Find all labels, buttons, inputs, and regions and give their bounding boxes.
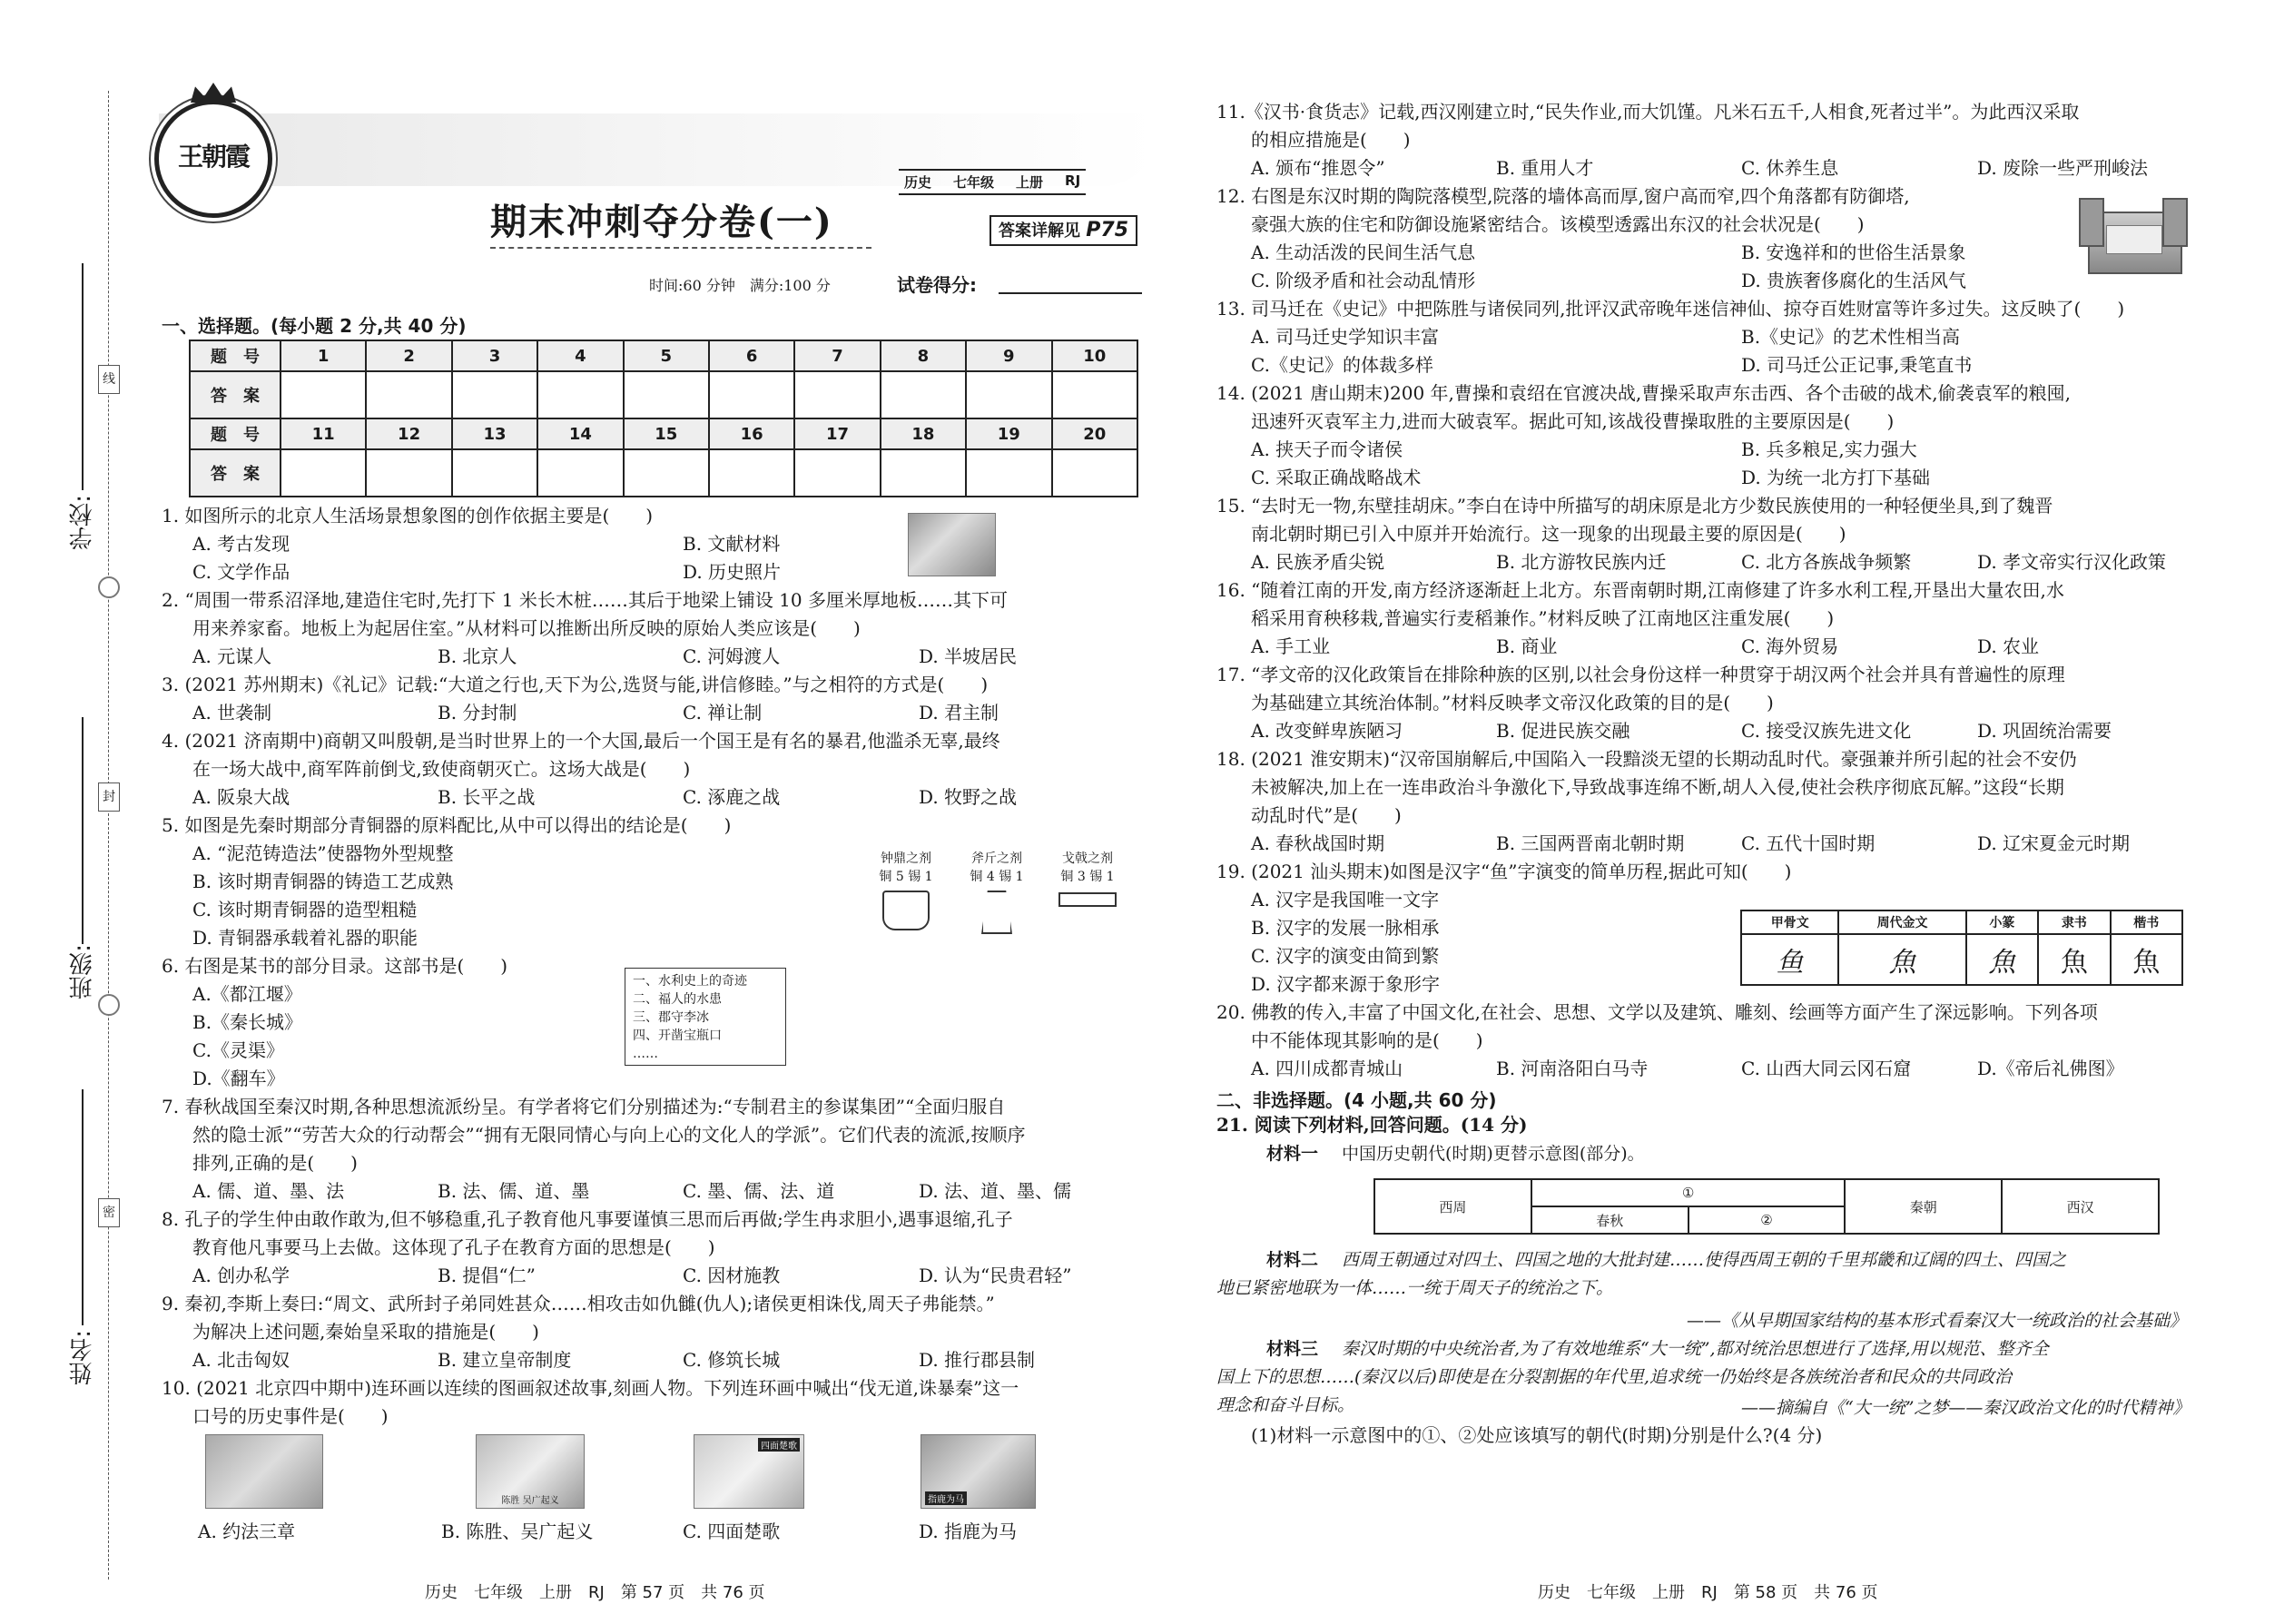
q13-option-c[interactable]: C.《史记》的体裁多样 <box>1251 354 1433 376</box>
material-3-source: ——摘编自《“大一统”之梦——秦汉政治文化的时代精神》 <box>1741 1398 2191 1418</box>
school-field-line[interactable] <box>82 263 84 490</box>
dynasty-blank-1: ① <box>1531 1179 1846 1206</box>
q18-option-d[interactable]: D. 辽宋夏金元时期 <box>1977 832 2131 854</box>
seal-char-1: 线 <box>98 365 120 394</box>
q9-stem-1: 9. 秦初,李斯上奏曰:“周文、武所封子弟同姓甚众……相攻击如仇雠(仇人);诸侯更相诛伐,周天子弗能禁。” <box>162 1293 995 1314</box>
dynasty-xihan: 西汉 <box>2002 1179 2159 1234</box>
q8-option-b[interactable]: B. 提倡“仁” <box>438 1265 536 1286</box>
q15-option-c[interactable]: C. 北方各族战争频繁 <box>1741 551 1912 573</box>
q19-header: 楷书 <box>2111 910 2182 934</box>
school-label: 学校: <box>69 495 96 550</box>
answer-reference <box>989 215 1137 246</box>
grid-number: 11 <box>281 418 366 449</box>
grid-number: 3 <box>452 340 537 371</box>
q6-contents-2: 二、福人的水患 <box>633 992 722 1007</box>
q11-option-a[interactable]: A. 颁布“推恩令” <box>1251 157 1385 179</box>
grid-number: 19 <box>966 418 1051 449</box>
q19-option-a[interactable]: A. 汉字是我国唯一文字 <box>1251 889 1440 910</box>
section-1-title: 一、选择题。(每小题 2 分,共 40 分) <box>162 315 467 337</box>
q16-option-b[interactable]: B. 商业 <box>1496 635 1558 657</box>
material-2-line-1: 西周王朝通过对四土、四国之地的大批封建……使得西周王朝的千里邦畿和辽阔的四土、四国之 <box>1342 1250 2067 1270</box>
grid-answer-label: 答 案 <box>190 449 281 497</box>
class-field-line[interactable] <box>82 717 84 944</box>
q18-option-c[interactable]: C. 五代十国时期 <box>1741 832 1876 854</box>
q8-option-c[interactable]: C. 因材施教 <box>683 1265 781 1286</box>
grid-number-label: 题 号 <box>190 418 281 449</box>
q11-option-d[interactable]: D. 废除一些严刑峻法 <box>1977 157 2149 179</box>
material-1-text: 中国历史朝代(时期)更替示意图(部分)。 <box>1342 1144 1645 1164</box>
tag-volume: 上册 <box>1016 174 1044 191</box>
q13-stem: 13. 司马迁在《史记》中把陈胜与诸侯同列,批评汉武帝晚年迷信神仙、掠夺百姓财富等许多过失。这反映了( ) <box>1216 298 2125 320</box>
q6-option-d[interactable]: D.《翻车》 <box>192 1068 285 1089</box>
q9-option-c[interactable]: C. 修筑长城 <box>683 1349 781 1371</box>
class-label: 班级: <box>69 944 96 999</box>
q19-fish-evolution-table <box>1740 910 2183 986</box>
subject-tags <box>899 169 1086 195</box>
q12-pottery-courtyard-image <box>2079 189 2188 280</box>
grid-number: 20 <box>1052 418 1137 449</box>
material-2-source: ——《从早期国家结构的基本形式看秦汉大一统政治的社会基础》 <box>1687 1311 2188 1331</box>
q7-stem-2: 然的隐士派”“劳苦大众的行动帮会”“拥有无限同情心与向上心的文化人的学派”。它们代表的流派,按顺序 <box>192 1124 1026 1146</box>
q7-option-b[interactable]: B. 法、儒、道、墨 <box>438 1180 590 1202</box>
answer-cell[interactable] <box>794 449 880 497</box>
brand-logo <box>154 100 272 218</box>
answer-cell[interactable] <box>881 371 966 418</box>
q6-contents-4: 四、开凿宝瓶口 <box>633 1029 722 1043</box>
q11-stem-1: 11.《汉书·食货志》记载,西汉刚建立时,“民失作业,而大饥馑。凡米石五千,人相食,死者过半”。为此西汉采取 <box>1216 101 2080 123</box>
q19-header: 小篆 <box>1966 910 2038 934</box>
q20-option-c[interactable]: C. 山西大同云冈石窟 <box>1741 1058 1912 1079</box>
material-2-label: 材料二 <box>1266 1250 1319 1270</box>
material-2-line-2: 地已紧密地联为一体……一统于周天子的统治之下。 <box>1216 1278 1614 1298</box>
q21-intro: 21. 阅读下列材料,回答问题。(14 分) <box>1216 1114 1528 1136</box>
q1-peking-man-image <box>908 513 996 576</box>
q5-option-c[interactable]: C. 该时期青铜器的造型粗糙 <box>192 899 418 920</box>
q2-option-c[interactable]: C. 河姆渡人 <box>683 645 781 667</box>
q18-stem-3: 动乱时代”是( ) <box>1251 804 1402 826</box>
q14-option-c[interactable]: C. 采取正确战略战术 <box>1251 467 1422 488</box>
q13-option-b[interactable]: B.《史记》的艺术性相当高 <box>1741 326 1961 348</box>
q11-option-c[interactable]: C. 休养生息 <box>1741 157 1839 179</box>
q10-image-a <box>205 1434 323 1509</box>
axe-icon <box>981 891 1012 934</box>
q2-stem-2: 用来养家畜。地板上为起居住室。”从材料可以推断出所反映的原始人类应该是( ) <box>192 617 861 639</box>
q19-header: 周代金文 <box>1838 910 1965 934</box>
answer-cell[interactable] <box>452 371 537 418</box>
tag-edition: RJ <box>1065 172 1081 189</box>
name-label: 姓名: <box>69 1330 96 1385</box>
q4-option-d[interactable]: D. 牧野之战 <box>919 786 1018 808</box>
q10-option-d[interactable]: D. 指鹿为马 <box>919 1521 1018 1542</box>
grid-number: 10 <box>1052 340 1137 371</box>
q12-stem-1: 12. 右图是东汉时期的陶院落模型,院落的墙体高而厚,窗户高而窄,四个角落都有防御塔, <box>1216 185 1910 207</box>
grid-number: 8 <box>881 340 966 371</box>
seal-char-3: 密 <box>98 1198 120 1227</box>
dynasty-timeline-table <box>1373 1178 2160 1235</box>
q13-option-a[interactable]: A. 司马迁史学知识丰富 <box>1251 326 1440 348</box>
answer-cell[interactable] <box>281 371 366 418</box>
q3-option-b[interactable]: B. 分封制 <box>438 702 517 723</box>
q3-option-c[interactable]: C. 禅让制 <box>683 702 763 723</box>
ding-vessel-icon <box>882 891 930 930</box>
tag-grade: 七年级 <box>953 174 995 191</box>
q5-option-b[interactable]: B. 该时期青铜器的铸造工艺成熟 <box>192 871 454 892</box>
q12-option-a[interactable]: A. 生动活泼的民间生活气息 <box>1251 241 1476 263</box>
q10-image-d <box>921 1434 1036 1509</box>
q4-option-b[interactable]: B. 长平之战 <box>438 786 536 808</box>
q2-option-d[interactable]: D. 半坡居民 <box>919 645 1018 667</box>
q7-option-c[interactable]: C. 墨、儒、法、道 <box>683 1180 835 1202</box>
halberd-icon <box>1058 892 1117 907</box>
section-2-title: 二、非选择题。(4 小题,共 60 分) <box>1216 1089 1497 1111</box>
q19-stem: 19. (2021 汕头期末)如图是汉字“鱼”字演变的简单历程,据此可知( ) <box>1216 861 1792 882</box>
q12-option-b[interactable]: B. 安逸祥和的世俗生活景象 <box>1741 241 1966 263</box>
answer-cell[interactable] <box>537 371 623 418</box>
seal-char-2: 封 <box>98 782 120 812</box>
grid-number: 13 <box>452 418 537 449</box>
answer-cell[interactable] <box>881 449 966 497</box>
grid-number: 9 <box>966 340 1051 371</box>
q14-stem-1: 14. (2021 唐山期末)200 年,曹操和袁绍在官渡决战,曹操采取声东击西、各个击破的战术,偷袭袁军的粮囤, <box>1216 382 2071 404</box>
q19-glyph-bronze: 魚 <box>1838 934 1965 985</box>
q6-option-a[interactable]: A.《都江堰》 <box>192 983 302 1005</box>
dynasty-qin: 秦朝 <box>1845 1179 2002 1234</box>
q21-sub-1: (1)材料一示意图中的①、②处应该填写的朝代(时期)分别是什么?(4 分) <box>1251 1424 1823 1446</box>
q9-stem-2: 为解决上述问题,秦始皇采取的措施是( ) <box>192 1321 539 1343</box>
q3-stem: 3. (2021 苏州期末)《礼记》记载:“大道之行也,天下为公,选贤与能,讲信修睦。”与之相符的方式是( ) <box>162 674 989 695</box>
q9-option-b[interactable]: B. 建立皇帝制度 <box>438 1349 572 1371</box>
grid-number-label: 题 号 <box>190 340 281 371</box>
q5-bronze-figure <box>861 849 1133 949</box>
q10-image-b <box>476 1434 585 1509</box>
q17-option-b[interactable]: B. 促进民族交融 <box>1496 720 1630 742</box>
q18-option-b[interactable]: B. 三国两晋南北朝时期 <box>1496 832 1685 854</box>
grid-number: 12 <box>366 418 451 449</box>
q19-glyph-clerical: 魚 <box>2038 934 2110 985</box>
material-1-label: 材料一 <box>1266 1144 1319 1164</box>
grid-number: 14 <box>537 418 623 449</box>
q11-stem-2: 的相应措施是( ) <box>1251 129 1411 151</box>
grid-number: 16 <box>709 418 794 449</box>
q3-option-d[interactable]: D. 君主制 <box>919 702 999 723</box>
answer-ref-prefix: 答案详解见 <box>999 221 1080 241</box>
q19-glyph-seal: 魚 <box>1966 934 2038 985</box>
q5-item-1: 钟鼎之剂 铜 5 锡 1 <box>861 849 951 930</box>
q18-stem-1: 18. (2021 淮安期末)“汉帝国崩解后,中国陷入一段黯淡无望的长期动乱时代。豪强兼并所引起的社会不安仍 <box>1216 748 2077 770</box>
answer-ref-page: P75 <box>1086 219 1129 241</box>
q16-option-c[interactable]: C. 海外贸易 <box>1741 635 1839 657</box>
q12-option-d[interactable]: D. 贵族奢侈腐化的生活风气 <box>1741 270 1967 291</box>
q1-option-a[interactable]: A. 考古发现 <box>192 533 290 555</box>
q10-option-b[interactable]: B. 陈胜、吴广起义 <box>441 1521 594 1542</box>
q8-option-a[interactable]: A. 创办私学 <box>192 1265 290 1286</box>
answer-cell[interactable] <box>537 449 623 497</box>
q7-stem-3: 排列,正确的是( ) <box>192 1152 358 1174</box>
answer-cell[interactable] <box>966 371 1051 418</box>
dynasty-blank-2: ② <box>1689 1206 1846 1234</box>
q7-option-d[interactable]: D. 法、道、墨、儒 <box>919 1180 1072 1202</box>
q7-stem-1: 7. 春秋战国至秦汉时期,各种思想流派纷呈。有学者将它们分别描述为:“专制君主的参谋集团”“全面归服自 <box>162 1096 1006 1117</box>
q6-option-c[interactable]: C.《灵渠》 <box>192 1039 284 1061</box>
q14-option-d[interactable]: D. 为统一北方打下基础 <box>1741 467 1931 488</box>
grid-number: 7 <box>794 340 880 371</box>
grid-number: 2 <box>366 340 451 371</box>
q20-option-b[interactable]: B. 河南洛阳白马寺 <box>1496 1058 1649 1079</box>
q12-stem-2: 豪强大族的住宅和防御设施紧密结合。该模型透露出东汉的社会状况是( ) <box>1251 213 1865 235</box>
answer-cell[interactable] <box>1052 371 1137 418</box>
q14-option-a[interactable]: A. 挟天子而令诸侯 <box>1251 438 1403 460</box>
grid-number: 6 <box>709 340 794 371</box>
q20-stem-1: 20. 佛教的传入,丰富了中国文化,在社会、思想、文学以及建筑、雕刻、绘画等方面产生了深远影响。下列各项 <box>1216 1001 2098 1023</box>
q6-contents-3: 三、郡守李冰 <box>633 1010 709 1025</box>
answer-cell[interactable] <box>624 449 709 497</box>
q2-option-b[interactable]: B. 北京人 <box>438 645 517 667</box>
title-underline <box>490 247 871 249</box>
q5-option-d[interactable]: D. 青铜器承载着礼器的职能 <box>192 927 418 949</box>
q12-option-c[interactable]: C. 阶级矛盾和社会动乱情形 <box>1251 270 1476 291</box>
grid-number: 5 <box>624 340 709 371</box>
answer-cell[interactable] <box>1052 449 1137 497</box>
answer-cell[interactable] <box>281 449 366 497</box>
grid-number: 15 <box>624 418 709 449</box>
q15-option-d[interactable]: D. 孝文帝实行汉化政策 <box>1977 551 2167 573</box>
q15-option-b[interactable]: B. 北方游牧民族内迁 <box>1496 551 1667 573</box>
material-3-line-2: 国上下的思想……(秦汉以后)即使是在分裂割据的年代里,追求统一仍始终是各族统治者和民众的共同政治 <box>1216 1367 2012 1387</box>
q6-stem: 6. 右图是某书的部分目录。这部书是( ) <box>162 955 508 977</box>
q20-option-d[interactable]: D.《帝后礼佛图》 <box>1977 1058 2124 1079</box>
material-3-line-3: 理念和奋斗目标。 <box>1216 1395 1355 1415</box>
q17-stem-2: 为基础建立其统治体制。”材料反映孝文帝汉化政策的目的是( ) <box>1251 692 1774 714</box>
dynasty-chunqiu: 春秋 <box>1531 1206 1689 1234</box>
answer-cell[interactable] <box>966 449 1051 497</box>
q6-contents-1: 一、水利史上的奇迹 <box>633 974 747 989</box>
seal-line <box>108 91 109 1580</box>
q16-stem-2: 稻采用育秧移栽,普遍实行麦稻兼作。”材料反映了江南地区注重发展( ) <box>1251 607 1835 629</box>
q10-image-c-caption: 四面楚歌 <box>758 1438 800 1452</box>
score-label: 试卷得分: <box>897 274 977 296</box>
q10-image-c <box>694 1434 804 1509</box>
q5-stem: 5. 如图是先秦时期部分青铜器的原料配比,从中可以得出的结论是( ) <box>162 814 732 836</box>
q19-glyph-oracle: 鱼 <box>1741 934 1838 985</box>
q18-option-a[interactable]: A. 春秋战国时期 <box>1251 832 1385 854</box>
q4-stem-1: 4. (2021 济南期中)商朝又叫殷朝,是当时世界上的一个大国,最后一个国王是有名的暴君,他滥杀无辜,最终 <box>162 730 1000 752</box>
q21-answer-area[interactable] <box>1251 1452 2186 1525</box>
answer-cell[interactable] <box>709 371 794 418</box>
crown-icon <box>191 83 236 103</box>
binding-hole-icon <box>98 576 120 598</box>
answer-cell[interactable] <box>366 371 451 418</box>
q17-stem-1: 17. “孝文帝的汉化政策旨在排除种族的区别,以社会身份这样一种贯穿于胡汉两个社会并具有普遍性的原理 <box>1216 664 2065 685</box>
answer-grid <box>189 340 1138 497</box>
q11-option-b[interactable]: B. 重用人才 <box>1496 157 1594 179</box>
q20-stem-2: 中不能体现其影响的是( ) <box>1251 1029 1483 1051</box>
q19-option-c[interactable]: C. 汉字的演变由简到繁 <box>1251 945 1440 967</box>
q10-stem-2: 口号的历史事件是( ) <box>192 1405 389 1427</box>
answer-cell[interactable] <box>709 449 794 497</box>
q19-header: 隶书 <box>2038 910 2110 934</box>
material-3-line-1: 秦汉时期的中央统治者,为了有效地维系“大一统”,都对统治思想进行了选择,用以规范、整齐全 <box>1342 1339 2049 1359</box>
q4-stem-2: 在一场大战中,商军阵前倒戈,致使商朝灭亡。这场大战是( ) <box>192 758 691 780</box>
grid-answer-label: 答 案 <box>190 371 281 418</box>
answer-cell[interactable] <box>452 449 537 497</box>
answer-cell[interactable] <box>624 371 709 418</box>
q3-option-a[interactable]: A. 世袭制 <box>192 702 272 723</box>
q10-image-d-caption: 指鹿为马 <box>925 1491 967 1505</box>
q20-option-a[interactable]: A. 四川成都青城山 <box>1251 1058 1403 1079</box>
q9-option-a[interactable]: A. 北击匈奴 <box>192 1349 290 1371</box>
q19-option-b[interactable]: B. 汉字的发展一脉相承 <box>1251 917 1440 939</box>
q1-option-b[interactable]: B. 文献材料 <box>683 533 781 555</box>
q18-stem-2: 未被解决,加上在一连串政治斗争激化下,导致战事连绵不断,胡人入侵,使社会秩序彻底瓦解。”这段“长期 <box>1251 776 2064 798</box>
q15-stem-1: 15. “去时无一物,东壁挂胡床。”李白在诗中所描写的胡床原是北方少数民族使用的一种轻便坐具,到了魏晋 <box>1216 495 2053 517</box>
q1-option-d[interactable]: D. 历史照片 <box>683 561 782 583</box>
material-3-label: 材料三 <box>1266 1339 1319 1359</box>
q2-option-a[interactable]: A. 元谋人 <box>192 645 272 667</box>
footer-right: 历史 七年级 上册 RJ 第 58 页 共 76 页 <box>1538 1583 1878 1602</box>
q2-stem-1: 2. “周围一带系沼泽地,建造住宅时,先打下 1 米长木桩……其后于地梁上铺设 10 多厘米厚地板……其下可 <box>162 589 1008 611</box>
q15-option-a[interactable]: A. 民族矛盾尖锐 <box>1251 551 1385 573</box>
q16-option-a[interactable]: A. 手工业 <box>1251 635 1331 657</box>
name-field-line[interactable] <box>82 1089 84 1325</box>
q5-option-a[interactable]: A. “泥范铸造法”使器物外型规整 <box>192 842 454 864</box>
q4-option-c[interactable]: C. 涿鹿之战 <box>683 786 781 808</box>
footer-left: 历史 七年级 上册 RJ 第 57 页 共 76 页 <box>425 1583 765 1602</box>
grid-number: 17 <box>794 418 880 449</box>
q9-option-d[interactable]: D. 推行郡县制 <box>919 1349 1036 1371</box>
q10-image-b-caption: 陈胜 吴广起义 <box>501 1496 559 1506</box>
q7-option-a[interactable]: A. 儒、道、墨、法 <box>192 1180 345 1202</box>
binding-hole-icon <box>98 994 120 1016</box>
q5-item-3: 戈戟之剂 铜 3 锡 1 <box>1042 849 1133 907</box>
q4-option-a[interactable]: A. 阪泉大战 <box>192 786 290 808</box>
q5-item-2: 斧斤之剂 铜 4 锡 1 <box>951 849 1042 934</box>
q6-option-b[interactable]: B.《秦长城》 <box>192 1011 303 1033</box>
page-title: 期末冲刺夺分卷(一) <box>490 201 833 243</box>
q19-glyph-regular: 魚 <box>2111 934 2182 985</box>
q10-option-c[interactable]: C. 四面楚歌 <box>683 1521 781 1542</box>
grid-number: 1 <box>281 340 366 371</box>
grid-number: 18 <box>881 418 966 449</box>
q17-option-c[interactable]: C. 接受汉族先进文化 <box>1741 720 1912 742</box>
q13-option-d[interactable]: D. 司马迁公正记事,秉笔直书 <box>1741 354 1973 376</box>
exam-time-info: 时间:60 分钟 满分:100 分 <box>649 277 831 294</box>
q8-stem-2: 教育他凡事要马上去做。这体现了孔子在教育方面的思想是( ) <box>192 1236 715 1258</box>
q15-stem-2: 南北朝时期已引入中原并开始流行。这一现象的出现最主要的原因是( ) <box>1251 523 1846 545</box>
q10-stem-1: 10. (2021 北京四中期中)连环画以连续的图画叙述故事,刻画人物。下列连环画中喊出“伐无道,诛暴秦”这一 <box>162 1377 1019 1399</box>
q14-option-b[interactable]: B. 兵多粮足,实力强大 <box>1741 438 1917 460</box>
q17-option-d[interactable]: D. 巩固统治需要 <box>1977 720 2112 742</box>
logo-text: 王朝霞 <box>177 142 249 172</box>
tag-subject: 历史 <box>904 174 932 191</box>
dynasty-xizhou: 西周 <box>1374 1179 1531 1234</box>
q19-option-d[interactable]: D. 汉字都来源于象形字 <box>1251 973 1441 995</box>
q1-option-c[interactable]: C. 文学作品 <box>192 561 290 583</box>
answer-cell[interactable] <box>366 449 451 497</box>
answer-cell[interactable] <box>794 371 880 418</box>
score-input[interactable] <box>999 292 1142 294</box>
q6-contents-box <box>625 968 786 1066</box>
q6-contents-5: …… <box>633 1047 658 1061</box>
grid-number: 4 <box>537 340 623 371</box>
q19-header: 甲骨文 <box>1741 910 1838 934</box>
q17-option-a[interactable]: A. 改变鲜卑族陋习 <box>1251 720 1403 742</box>
q1-stem: 1. 如图所示的北京人生活场景想象图的创作依据主要是( ) <box>162 505 654 527</box>
q8-option-d[interactable]: D. 认为“民贵君轻” <box>919 1265 1072 1286</box>
q10-option-a[interactable]: A. 约法三章 <box>198 1521 296 1542</box>
q16-option-d[interactable]: D. 农业 <box>1977 635 2040 657</box>
q14-stem-2: 迅速歼灭袁军主力,进而大破袁军。据此可知,该战役曹操取胜的主要原因是( ) <box>1251 410 1895 432</box>
q16-stem-1: 16. “随着江南的开发,南方经济逐渐赶上北方。东晋南朝时期,江南修建了许多水利工程,开垦出大量农田,水 <box>1216 579 2064 601</box>
q8-stem-1: 8. 孔子的学生仲由敢作敢为,但不够稳重,孔子教育他凡事要谨慎三思而后再做;学生冉求胆小,遇事退缩,孔子 <box>162 1208 1013 1230</box>
